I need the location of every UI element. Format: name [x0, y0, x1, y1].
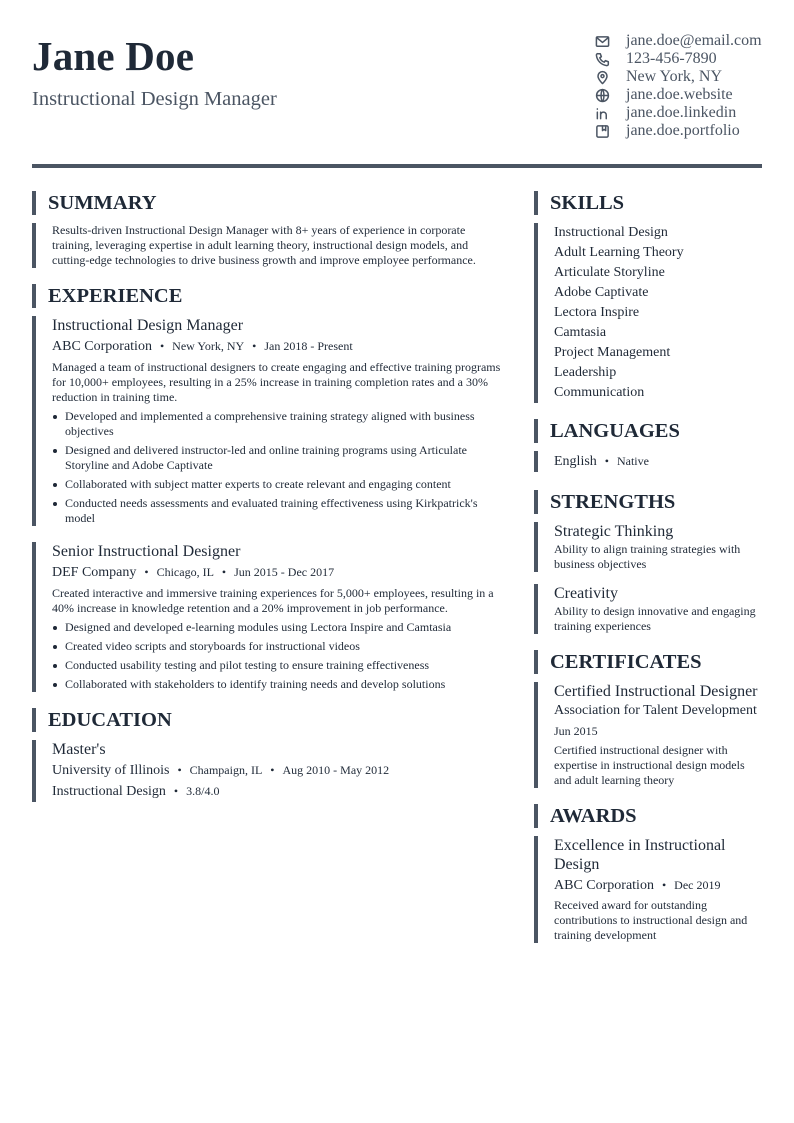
job-dates: Jan 2018 - Present: [264, 339, 353, 353]
candidate-name: Jane Doe: [32, 33, 195, 79]
award-issuer: ABC Corporation: [554, 878, 654, 893]
contact-portfolio[interactable]: [594, 122, 774, 140]
job-role: Senior Instructional Designer: [52, 543, 241, 560]
language-level: Native: [616, 454, 649, 468]
right-column: [534, 191, 762, 959]
strengths-section: [534, 490, 762, 634]
job-description: Created interactive and immersive training experiences for 5,000+ employees, resulting in a 40% increase in knowledge retention and a 20% improvement in job performance.: [52, 586, 494, 615]
separator-dot: •: [173, 784, 179, 798]
strength-title: Strategic Thinking: [554, 523, 674, 540]
left-column: [32, 191, 502, 818]
contact-location-text: New York, NY: [626, 68, 723, 85]
separator-dot: •: [221, 565, 227, 579]
job-meta: [52, 562, 502, 583]
contact-location: [594, 68, 774, 86]
strength-text: Ability to design innovative and engaging training experiences: [554, 604, 756, 633]
experience-section: [32, 284, 502, 692]
education-gpa: 3.8/4.0: [186, 784, 220, 798]
header-divider: [32, 164, 762, 168]
job-bullets: [52, 409, 502, 526]
job-meta: [52, 336, 502, 357]
certificate-entry: [534, 682, 762, 788]
skills-list: [534, 223, 762, 403]
phone-icon: [594, 51, 610, 67]
skill-item: Adobe Captivate: [554, 285, 649, 300]
skill-item: Leadership: [554, 365, 617, 380]
certificate-title: Certified Instructional Designer: [554, 683, 758, 700]
skill-item: Articulate Storyline: [554, 265, 665, 280]
contact-list: [594, 32, 774, 140]
mail-icon: [594, 33, 610, 49]
separator-dot: •: [661, 878, 667, 892]
award-date: Dec 2019: [674, 878, 721, 892]
summary-body: [32, 223, 502, 268]
section-heading-summary: SUMMARY: [32, 191, 502, 215]
list-item: Collaborated with stakeholders to identify training needs and develop solutions: [52, 677, 502, 692]
skill-item: Camtasia: [554, 325, 607, 340]
job-company: ABC Corporation: [52, 339, 152, 354]
list-item: Collaborated with subject matter experts to create relevant and engaging content: [52, 477, 502, 492]
contact-email-text: jane.doe@email.com: [626, 32, 762, 49]
language-item: [554, 451, 762, 472]
contact-linkedin[interactable]: [594, 104, 774, 122]
education-section: [32, 708, 502, 802]
list-item: Designed and delivered instructor-led and online training programs using Articulate Storyline and Adobe Captivate: [52, 443, 502, 473]
contact-phone[interactable]: [594, 50, 774, 68]
job-dates: Jun 2015 - Dec 2017: [234, 565, 335, 579]
job-bullets: [52, 620, 502, 692]
globe-icon: [594, 87, 610, 103]
education-meta: [52, 760, 502, 781]
section-heading-languages: LANGUAGES: [534, 419, 762, 443]
certificate-issuer: Association for Talent Development: [554, 703, 757, 718]
section-heading-skills: SKILLS: [534, 191, 762, 215]
job-role: Instructional Design Manager: [52, 317, 244, 334]
skill-item: Project Management: [554, 345, 671, 360]
contact-email[interactable]: [594, 32, 774, 50]
skill-item: Lectora Inspire: [554, 305, 640, 320]
separator-dot: •: [159, 339, 165, 353]
section-heading-certificates: CERTIFICATES: [534, 650, 762, 674]
education-location: Champaign, IL: [189, 763, 263, 777]
linkedin-icon: [594, 105, 610, 121]
skills-section: [534, 191, 762, 403]
job-entry: [32, 316, 502, 526]
strength-entry: [534, 522, 762, 572]
award-meta: [554, 875, 762, 896]
separator-dot: •: [177, 763, 182, 777]
section-heading-experience: EXPERIENCE: [32, 284, 502, 308]
skill-item: Instructional Design: [554, 225, 668, 240]
contact-linkedin-text: jane.doe.linkedin: [626, 104, 737, 121]
strength-text: Ability to align training strategies with business objectives: [554, 542, 741, 571]
education-entry: [32, 740, 502, 802]
job-entry: [32, 542, 502, 692]
resume-header: [32, 32, 762, 144]
job-location: New York, NY: [172, 339, 245, 353]
education-school: University of Illinois: [52, 763, 170, 778]
separator-dot: •: [270, 763, 275, 777]
list-item: Created video scripts and storyboards for instructional videos: [52, 639, 502, 654]
education-degree: Master's: [52, 741, 106, 758]
list-item: Conducted usability testing and pilot testing to ensure training effectiveness: [52, 658, 502, 673]
list-item: Conducted needs assessments and evaluated training effectiveness using Kirkpatrick's model: [52, 496, 502, 526]
education-dates: Aug 2010 - May 2012: [282, 763, 390, 777]
candidate-title: Instructional Design Manager: [32, 88, 277, 110]
separator-dot: •: [252, 339, 257, 353]
job-company: DEF Company: [52, 565, 137, 580]
list-item: Designed and developed e-learning modules using Lectora Inspire and Camtasia: [52, 620, 502, 635]
certificates-section: [534, 650, 762, 788]
summary-section: [32, 191, 502, 268]
contact-website[interactable]: [594, 86, 774, 104]
skill-item: Adult Learning Theory: [554, 245, 684, 260]
job-location: Chicago, IL: [156, 565, 214, 579]
strength-entry: [534, 584, 762, 634]
contact-website-text: jane.doe.website: [626, 86, 733, 103]
education-field: Instructional Design: [52, 784, 166, 799]
list-item: Developed and implemented a comprehensive training strategy aligned with business objectives: [52, 409, 502, 439]
contact-phone-text: 123-456-7890: [626, 50, 717, 67]
award-entry: [534, 836, 762, 943]
education-field-row: [52, 781, 502, 802]
languages-section: [534, 419, 762, 472]
certificate-date: Jun 2015: [554, 724, 598, 738]
job-description: Managed a team of instructional designers to create engaging and effective training programs for 10,000+ employees, resulting in a 25% increase in training completion rates and a 30% reduction in training time.: [52, 360, 501, 404]
section-heading-strengths: STRENGTHS: [534, 490, 762, 514]
section-heading-education: EDUCATION: [32, 708, 502, 732]
awards-section: [534, 804, 762, 943]
location-icon: [594, 69, 610, 85]
contact-portfolio-text: jane.doe.portfolio: [626, 122, 740, 139]
award-text: Received award for outstanding contributions to instructional design and training development: [554, 898, 748, 942]
languages-list: [534, 451, 762, 472]
language-name: English: [554, 454, 597, 469]
separator-dot: •: [144, 565, 149, 579]
strength-title: Creativity: [554, 585, 618, 602]
section-heading-awards: AWARDS: [534, 804, 762, 828]
separator-dot: •: [604, 454, 609, 468]
skill-item: Communication: [554, 385, 645, 400]
certificate-text: Certified instructional designer with expertise in instructional design models and adult learning theory: [554, 743, 745, 787]
summary-text: Results-driven Instructional Design Manager with 8+ years of experience in corporate training, leveraging expertise in adult learning theory, instructional design models, and cutting-edge technologies to drive business growth and improve employee performance.: [52, 223, 476, 267]
bookmark-icon: [594, 123, 610, 139]
award-title: Excellence in Instructional Design: [554, 837, 726, 873]
